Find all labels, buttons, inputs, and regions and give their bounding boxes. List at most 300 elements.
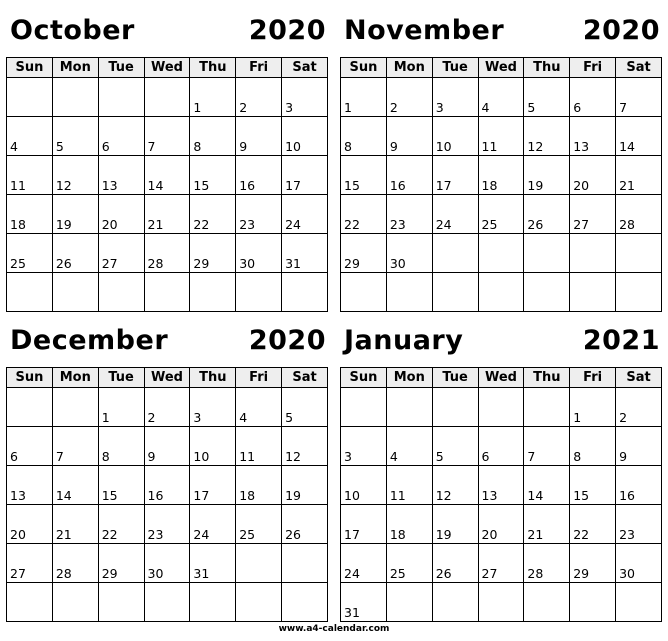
day-number: 26 [285,526,301,542]
day-cell [7,544,53,583]
day-number: 17 [435,177,452,193]
day-cell [616,78,662,117]
day-cell [52,156,98,195]
day-cell [98,505,144,544]
day-cell [7,583,53,622]
day-number: 6 [481,448,490,464]
day-number: 12 [55,177,72,193]
day-cell [190,544,236,583]
day-number: 20 [573,177,590,193]
day-number: 25 [239,526,256,542]
week-row [341,234,662,273]
day-cell [190,466,236,505]
calendar-october-2020 [6,7,328,312]
day-number: 10 [435,138,452,154]
day-number: 28 [55,565,72,581]
day-cell [7,466,53,505]
day-number [573,258,615,273]
day-cell [52,117,98,156]
day-cell [144,427,190,466]
day-number: 11 [10,177,26,193]
day-cell [98,117,144,156]
day-number [573,297,615,312]
day-cell [282,117,328,156]
day-cell [236,583,282,622]
day-cell [190,427,236,466]
weekday-label: Sat [616,58,662,78]
day-cell [570,273,616,312]
day-number: 21 [147,216,164,232]
day-cell [236,505,282,544]
day-cell [432,234,478,273]
day-cell [7,195,53,234]
weekday-label: Tue [98,368,144,388]
day-number: 8 [101,448,110,464]
day-number [56,297,98,312]
month-year: 2020 [582,15,660,46]
day-number [573,607,615,622]
day-number: 2 [147,409,156,425]
day-number: 20 [10,526,26,542]
day-cell [341,156,387,195]
day-number: 10 [285,138,301,154]
day-cell [52,505,98,544]
day-cell [386,195,432,234]
day-cell [190,234,236,273]
day-cell [144,505,190,544]
day-cell [616,505,662,544]
day-cell [616,544,662,583]
day-number: 30 [147,565,164,581]
week-row [7,466,328,505]
week-row [341,195,662,234]
week-row [7,117,328,156]
day-number [56,412,98,427]
day-cell [524,117,570,156]
day-number: 16 [239,177,256,193]
day-cell [236,466,282,505]
day-cell [524,583,570,622]
day-number [619,258,661,273]
day-number: 17 [344,526,360,542]
day-cell [432,427,478,466]
day-number: 3 [193,409,202,425]
day-cell [570,117,616,156]
day-cell [282,234,328,273]
day-cell [98,195,144,234]
month-grid [6,367,328,622]
day-cell [524,234,570,273]
day-cell [98,234,144,273]
day-number: 28 [527,565,544,581]
day-number [102,297,144,312]
day-number: 2 [619,409,628,425]
day-number: 6 [101,138,110,154]
day-number [390,412,432,427]
week-row [341,466,662,505]
day-cell [144,78,190,117]
day-number: 5 [285,409,294,425]
day-cell [341,195,387,234]
day-number: 22 [573,526,590,542]
day-number: 23 [239,216,256,232]
day-cell [386,505,432,544]
day-cell [52,427,98,466]
day-cell [341,388,387,427]
day-cell [478,117,524,156]
day-cell [7,388,53,427]
day-cell [98,544,144,583]
day-number [285,568,327,583]
day-number: 25 [481,216,498,232]
day-number [527,607,569,622]
week-row [341,505,662,544]
day-number: 30 [619,565,635,581]
day-number [527,412,569,427]
day-number: 26 [527,216,544,232]
day-cell [570,466,616,505]
day-cell [341,466,387,505]
calendar-december-2020 [6,317,328,622]
month-header [6,7,328,57]
day-number [285,297,327,312]
day-number: 16 [619,487,635,503]
day-cell [524,544,570,583]
week-row [341,583,662,622]
day-number: 1 [101,409,110,425]
day-number: 7 [55,448,64,464]
day-cell [144,273,190,312]
day-number [10,102,52,117]
day-cell [52,583,98,622]
day-number: 13 [101,177,118,193]
day-cell [616,195,662,234]
week-row [7,273,328,312]
day-number: 15 [101,487,118,503]
day-cell [98,156,144,195]
day-number: 25 [10,255,26,271]
month-header [340,317,662,367]
day-number: 3 [285,99,294,115]
day-cell [478,78,524,117]
day-cell [478,505,524,544]
day-cell [432,544,478,583]
weekday-label: Fri [236,368,282,388]
day-cell [144,234,190,273]
day-number: 27 [481,565,498,581]
day-number: 7 [527,448,536,464]
day-number [239,607,281,622]
day-cell [386,273,432,312]
day-number [10,297,52,312]
day-cell [236,388,282,427]
day-cell [190,505,236,544]
day-cell [386,156,432,195]
day-number: 9 [147,448,156,464]
day-number: 6 [10,448,18,464]
day-number [619,297,661,312]
weekday-label: Sat [282,58,328,78]
day-cell [144,466,190,505]
month-year: 2020 [248,325,326,356]
day-number [344,297,386,312]
day-number: 24 [193,526,210,542]
day-number: 31 [344,604,360,620]
day-cell [341,583,387,622]
week-row [341,156,662,195]
weekday-label: Thu [524,58,570,78]
day-number: 28 [147,255,164,271]
week-row [7,427,328,466]
weekday-label: Sun [7,368,53,388]
day-number: 22 [101,526,118,542]
day-cell [432,78,478,117]
day-number [436,607,478,622]
weekday-label: Thu [524,368,570,388]
day-number: 9 [239,138,248,154]
day-number: 30 [239,255,256,271]
week-row [341,117,662,156]
day-cell [478,583,524,622]
weekday-label: Wed [478,368,524,388]
day-number: 21 [55,526,72,542]
day-number [193,607,235,622]
day-cell [386,466,432,505]
day-number: 24 [344,565,360,581]
weekday-label: Mon [386,368,432,388]
day-number: 17 [285,177,301,193]
day-cell [478,427,524,466]
day-number: 5 [527,99,536,115]
calendar-november-2020 [340,7,662,312]
day-cell [98,388,144,427]
day-number [56,607,98,622]
week-row [341,78,662,117]
day-number: 24 [435,216,452,232]
weekday-label: Sat [616,368,662,388]
day-number [482,607,524,622]
day-number [148,297,190,312]
day-number: 11 [481,138,498,154]
day-cell [616,117,662,156]
week-row [7,156,328,195]
day-number: 8 [193,138,202,154]
day-cell [616,388,662,427]
week-row [7,195,328,234]
day-cell [386,427,432,466]
day-number: 4 [481,99,490,115]
day-cell [341,78,387,117]
day-cell [524,195,570,234]
weekday-label: Sun [341,368,387,388]
week-row [341,427,662,466]
day-number: 13 [573,138,590,154]
day-number: 6 [573,99,582,115]
day-number [344,412,386,427]
day-cell [52,195,98,234]
day-cell [432,156,478,195]
day-cell [190,583,236,622]
day-cell [52,234,98,273]
week-row [7,544,328,583]
month-header [340,7,662,57]
week-row [7,234,328,273]
day-number [148,102,190,117]
day-number: 18 [239,487,256,503]
day-number: 27 [10,565,26,581]
day-cell [98,78,144,117]
day-cell [282,156,328,195]
day-cell [386,117,432,156]
day-cell [144,117,190,156]
month-name: December [10,325,169,356]
weekday-header-row [341,368,662,388]
day-cell [7,427,53,466]
day-cell [570,505,616,544]
day-cell [432,466,478,505]
day-number: 24 [285,216,301,232]
day-number: 29 [101,565,118,581]
day-number: 13 [10,487,26,503]
day-number: 15 [573,487,590,503]
day-cell [570,78,616,117]
day-cell [282,78,328,117]
day-cell [52,388,98,427]
month-grid [340,367,662,622]
day-number [390,607,432,622]
day-cell [478,388,524,427]
day-cell [616,427,662,466]
weekday-label: Wed [144,58,190,78]
day-cell [7,117,53,156]
day-number: 15 [193,177,210,193]
week-row [341,273,662,312]
day-cell [478,273,524,312]
day-cell [282,195,328,234]
day-cell [570,583,616,622]
day-number: 9 [619,448,628,464]
day-number: 10 [344,487,360,503]
month-grid [6,57,328,312]
day-cell [282,466,328,505]
day-cell [52,78,98,117]
day-number: 5 [435,448,444,464]
week-row [7,583,328,622]
day-number: 14 [55,487,72,503]
day-number [436,258,478,273]
day-cell [386,78,432,117]
day-number [527,297,569,312]
day-number: 7 [619,99,628,115]
weekday-label: Sun [7,58,53,78]
day-cell [52,466,98,505]
day-number: 11 [389,487,406,503]
day-cell [236,195,282,234]
day-cell [341,234,387,273]
month-year: 2021 [582,325,660,356]
day-cell [7,156,53,195]
day-cell [570,544,616,583]
day-cell [570,156,616,195]
day-cell [478,195,524,234]
day-number [10,607,52,622]
day-number: 10 [193,448,210,464]
day-cell [432,195,478,234]
day-cell [52,273,98,312]
day-cell [386,583,432,622]
weekday-label: Mon [386,58,432,78]
day-number: 14 [619,138,635,154]
day-cell [98,273,144,312]
weekday-label: Fri [570,368,616,388]
weekday-header-row [7,58,328,78]
day-number [56,102,98,117]
day-cell [386,234,432,273]
day-number: 20 [101,216,118,232]
day-number [102,607,144,622]
day-number: 1 [573,409,582,425]
day-cell [616,583,662,622]
day-cell [98,427,144,466]
week-row [7,505,328,544]
day-number: 12 [285,448,301,464]
day-cell [144,544,190,583]
day-number: 23 [389,216,406,232]
day-number: 2 [239,99,248,115]
day-cell [236,544,282,583]
day-cell [616,273,662,312]
day-cell [386,388,432,427]
day-cell [524,78,570,117]
day-number: 28 [619,216,635,232]
weekday-header-row [7,368,328,388]
day-cell [190,78,236,117]
day-number [102,102,144,117]
day-number [239,297,281,312]
day-cell [524,273,570,312]
weekday-label: Mon [52,368,98,388]
weekday-label: Wed [144,368,190,388]
month-name: November [344,15,505,46]
day-number: 14 [147,177,164,193]
day-number: 16 [147,487,164,503]
day-cell [341,117,387,156]
day-number [193,297,235,312]
day-number: 31 [193,565,210,581]
day-cell [282,583,328,622]
day-number [482,412,524,427]
day-cell [570,234,616,273]
day-number: 12 [527,138,544,154]
day-cell [570,388,616,427]
day-number: 7 [147,138,156,154]
day-number: 21 [527,526,544,542]
day-cell [616,156,662,195]
day-number: 11 [239,448,256,464]
day-cell [144,195,190,234]
day-number: 19 [527,177,544,193]
day-cell [478,234,524,273]
day-number: 18 [481,177,498,193]
day-number: 22 [344,216,360,232]
day-number: 15 [344,177,360,193]
day-cell [98,466,144,505]
weekday-label: Tue [432,368,478,388]
weekday-label: Mon [52,58,98,78]
day-number: 12 [435,487,452,503]
day-cell [341,273,387,312]
day-number: 26 [435,565,452,581]
